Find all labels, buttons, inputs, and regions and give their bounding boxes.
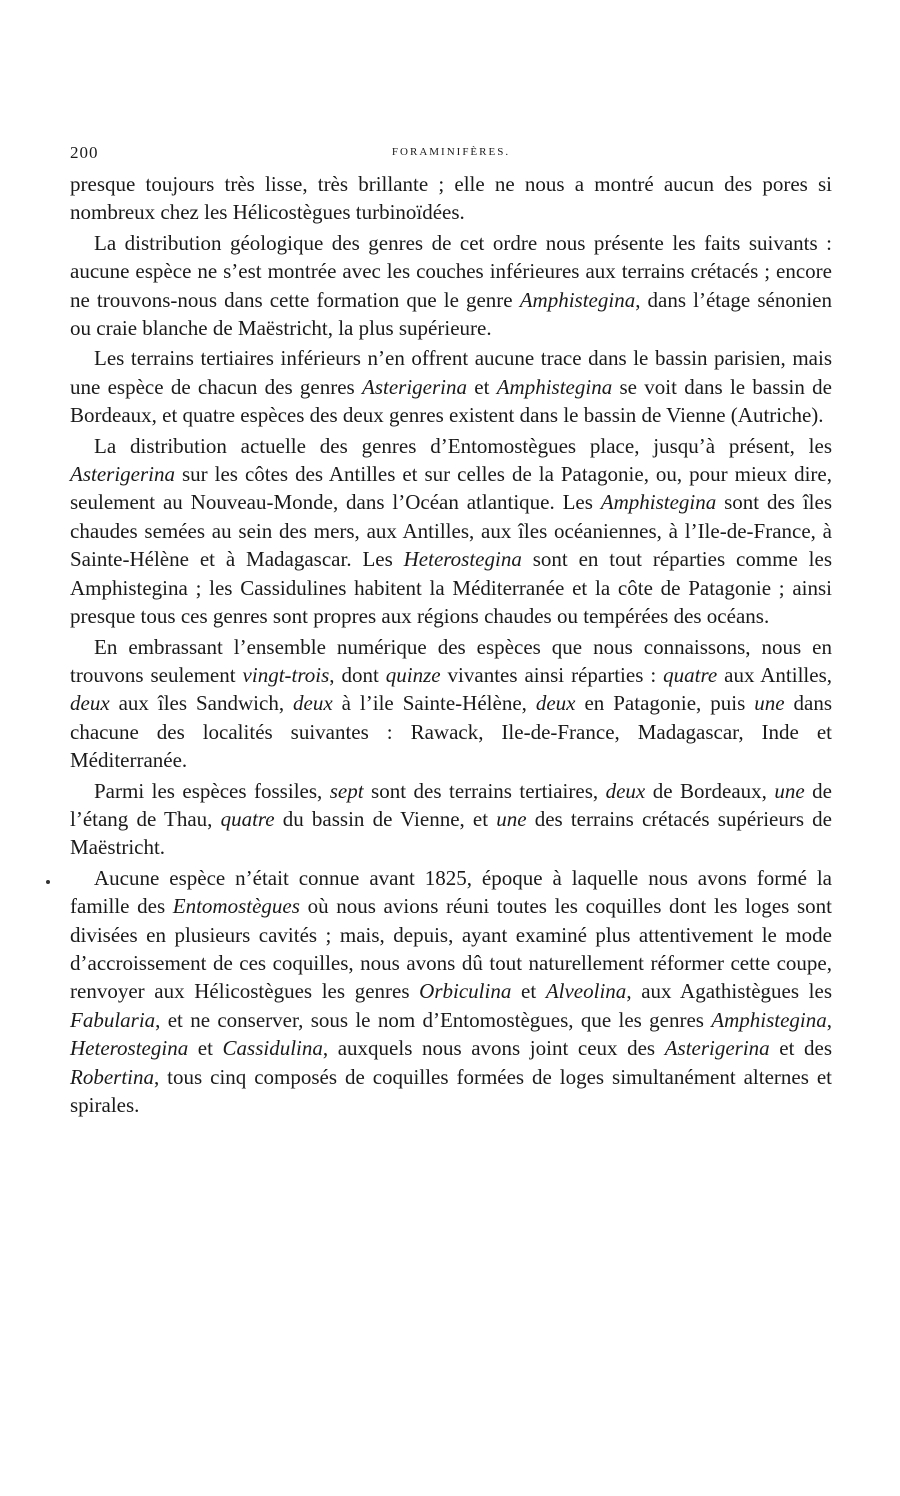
text-run: sont en tout réparties comme les Amphistegina ; les Cassidulines habitent la Méditerranée et la côte de Patagonie ; ainsi presque tous ces genres sont propres aux régions chaudes ou tempérées des océans. xyxy=(70,547,832,629)
italic-term: vingt-trois xyxy=(242,662,330,687)
text-run: sur les côtes des Antilles et sur celles de la Patagonie, ou, pour mieux dire, seulement au Nouveau-Monde, dans l’Océan atlantique. Les xyxy=(70,462,832,515)
text-run: et des xyxy=(769,1036,833,1061)
italic-term: deux xyxy=(70,691,110,716)
italic-term: Asterigerina xyxy=(70,462,175,487)
text-run: du bassin de Vienne, et xyxy=(274,806,497,831)
text-run: en Patagonie, puis xyxy=(575,691,755,716)
italic-term: Amphistegina xyxy=(519,287,636,312)
text-run: et xyxy=(188,1036,223,1061)
italic-term: quinze xyxy=(385,662,441,687)
italic-term: Cassidulina xyxy=(222,1036,323,1061)
italic-term: Heterostegina xyxy=(403,547,522,572)
italic-term: deux xyxy=(293,691,333,716)
text-run: et xyxy=(467,374,497,399)
italic-term: une xyxy=(496,806,527,831)
text-run: dans chacune des localités suivantes : Rawack, Ile-de-France, Madagascar, Inde et Méditerranée. xyxy=(70,691,832,773)
italic-term: Amphistegina xyxy=(711,1007,827,1032)
italic-term: deux xyxy=(535,691,576,716)
text-run: Aucune espèce n’était connue avant 1825, époque à laquelle nous avons formé la famille des xyxy=(70,865,832,919)
text-run: où nous avions réuni toutes les coquilles dont les loges sont divisées en plusieurs cavités ; mais, depuis, ayant examiné plus attentivement le mode d’accroissement de ces coquilles, nous avons dû tout naturellement réformer cette coupe, renvoyer aux Hélicostègues les genres xyxy=(70,894,833,1004)
italic-term: Alveolina xyxy=(545,979,627,1004)
page-number: 200 xyxy=(70,143,99,162)
body-text xyxy=(70,170,832,1121)
paragraph xyxy=(70,229,832,343)
text-run: des terrains crétacés supérieurs de Maëstricht. xyxy=(70,806,832,860)
text-run: , xyxy=(826,1007,832,1032)
text-run: , et ne conserver, sous le nom d’Entomostègues, que les genres xyxy=(155,1007,712,1032)
text-run: , dans l’étage sénonien ou craie blanche de Maëstricht, la plus supérieure. xyxy=(70,287,832,341)
italic-term: Amphistegina xyxy=(496,374,613,399)
text-run: Parmi les espèces fossiles, xyxy=(94,778,330,803)
text-run: de Bordeaux, xyxy=(645,778,775,803)
running-title: FORAMINIFÈRES. xyxy=(391,146,511,158)
italic-term: Entomostègues xyxy=(172,894,300,919)
text-run: sont des îles chaudes semées au sein des mers, aux Antilles, aux îles océaniennes, à l’Ile-de-France, à Sainte-Hélène et à Madagascar. Les xyxy=(70,490,832,572)
italic-term: Robertina xyxy=(70,1064,154,1089)
text-run: Les terrains tertiaires inférieurs n’en offrent aucune trace dans le bassin parisien, mais une espèce de chacun des genres xyxy=(70,346,832,399)
text-run: La distribution géologique des genres de cet ordre nous présente les faits suivants : aucune espèce ne s’est montrée avec les couches inférieures aux terrains crétacés ; encore ne trouvons-nous dans cette formation que le genre xyxy=(70,230,832,312)
italic-term: Heterostegina xyxy=(70,1036,189,1061)
italic-term: quatre xyxy=(220,806,275,831)
italic-term: deux xyxy=(605,778,646,803)
paragraph xyxy=(70,777,832,862)
running-head xyxy=(70,143,832,167)
italic-term: sept xyxy=(329,778,364,803)
margin-mark xyxy=(46,880,50,884)
text-run: aux Antilles, xyxy=(717,662,832,687)
text-run: , dont xyxy=(329,662,386,687)
italic-term: quatre xyxy=(663,662,718,687)
text-run: vivantes ainsi réparties : xyxy=(440,662,664,687)
text-run: , aux Agathistègues les xyxy=(626,979,833,1004)
italic-term: Fabularia xyxy=(70,1007,156,1032)
text-run: aux îles Sandwich, xyxy=(109,691,294,716)
text-run: sont des terrains tertiaires, xyxy=(363,778,606,803)
text-run: , auxquels nous avons joint ceux des xyxy=(322,1036,665,1061)
italic-term: une xyxy=(774,778,805,803)
text-run: La distribution actuelle des genres d’Entomostègues place, jusqu’à présent, les xyxy=(94,433,832,458)
text-run: , tous cinq composés de coquilles formées de loges simultanément alternes et spirales. xyxy=(70,1064,832,1117)
paragraph xyxy=(70,170,832,227)
text-run: à l’ile Sainte-Hélène, xyxy=(332,691,536,716)
text-run: et xyxy=(511,979,546,1004)
text-run: de l’étang de Thau, xyxy=(70,778,833,831)
italic-term: Orbiculina xyxy=(419,979,512,1004)
italic-term: Amphistegina xyxy=(600,490,717,515)
paragraph xyxy=(70,633,832,775)
text-run: se voit dans le bassin de Bordeaux, et quatre espèces des deux genres existent dans le bassin de Vienne (Autriche). xyxy=(70,374,832,428)
paragraph xyxy=(70,344,832,429)
italic-term: Asterigerina xyxy=(362,374,468,399)
paragraph xyxy=(70,432,832,631)
paragraph xyxy=(70,864,832,1120)
italic-term: une xyxy=(754,691,785,716)
italic-term: Asterigerina xyxy=(664,1036,770,1061)
text-run: presque toujours très lisse, très brillante ; elle ne nous a montré aucun des pores si nombreux chez les Hélicostègues turbinoïdées. xyxy=(70,172,832,225)
text-run: En embrassant l’ensemble numérique des espèces que nous connaissons, nous en trouvons seulement xyxy=(70,634,832,687)
